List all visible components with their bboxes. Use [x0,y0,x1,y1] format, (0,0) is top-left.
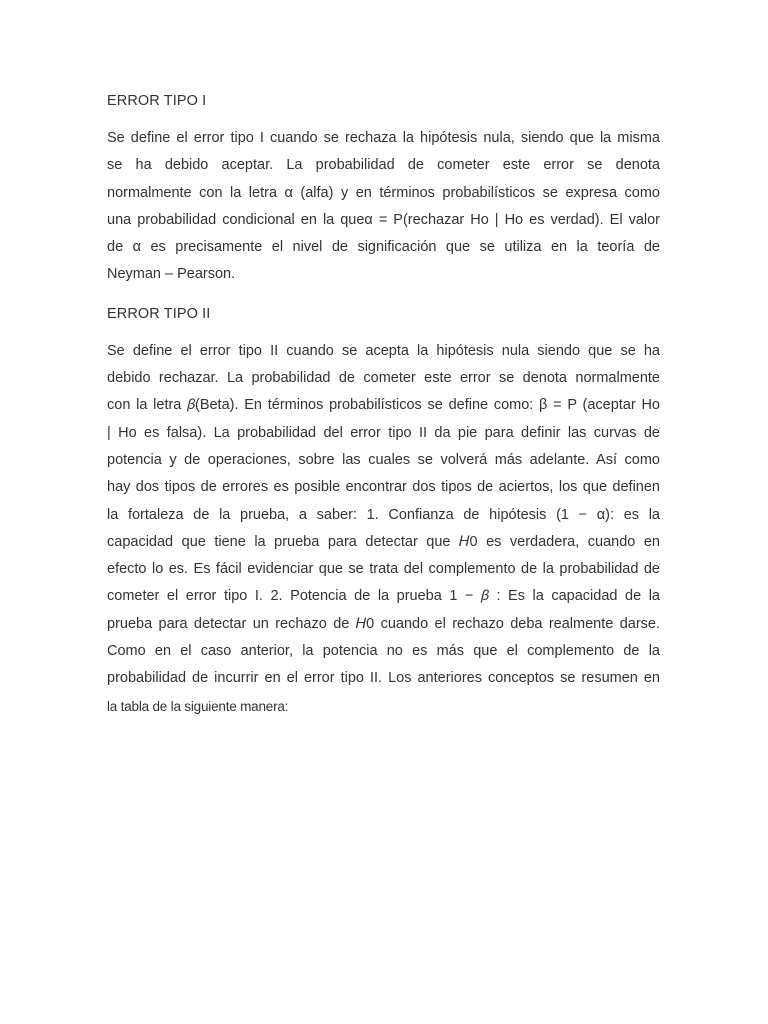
paragraph-line: la tabla de la siguiente manera: [107,698,289,714]
paragraph-line: normalmente con la letra α (alfa) y en términos probabilísticos se expresa como [107,184,660,201]
paragraph-error-tipo-1 [107,125,660,289]
paragraph-error-tipo-2 [107,338,660,720]
paragraph-line: de α es precisamente el nivel de significación que se utiliza en la teoría de [107,239,660,256]
paragraph-line: Se define el error tipo II cuando se acepta la hipótesis nula siendo que se ha [107,342,660,359]
document-page [107,88,660,732]
paragraph-line: prueba para detectar un rechazo de 𝐻0 cuando el rechazo deba realmente darse. [107,615,660,632]
paragraph-line: Como en el caso anterior, la potencia no es más que el complemento de la [107,643,660,660]
paragraph-line: | Ho es falsa). La probabilidad del error tipo II da pie para definir las curvas de [107,424,660,441]
paragraph-line: efecto lo es. Es fácil evidenciar que se trata del complemento de la probabilidad de [107,561,660,578]
paragraph-line: hay dos tipos de errores es posible encontrar dos tipos de aciertos, los que definen [107,479,660,496]
paragraph-line: con la letra 𝛽(Beta). En términos probabilísticos se define como: β = P (aceptar Ho [107,397,660,414]
paragraph-line: probabilidad de incurrir en el error tipo II. Los anteriores conceptos se resumen en [107,670,660,687]
paragraph-line: potencia y de operaciones, sobre las cuales se volverá más adelante. Así como [107,451,660,468]
paragraph-line: Se define el error tipo I cuando se rechaza la hipótesis nula, siendo que la misma [107,130,660,146]
section-heading-error-tipo-1: ERROR TIPO I [107,93,207,109]
paragraph-line: la fortaleza de la prueba, a saber: 1. Confianza de hipótesis (1 − α): es la [107,506,660,523]
paragraph-line: capacidad que tiene la prueba para detectar que 𝐻0 es verdadera, cuando en [107,533,660,550]
paragraph-line: una probabilidad condicional en la queα = P(rechazar Ho | Ho es verdad). El valor [107,211,660,228]
paragraph-line: debido rechazar. La probabilidad de cometer este error se denota normalmente [107,370,660,387]
paragraph-line: cometer el error tipo I. 2. Potencia de la prueba 1 − 𝛽 : Es la capacidad de la [107,588,660,605]
paragraph-line: Neyman – Pearson. [107,266,236,283]
section-heading-error-tipo-2: ERROR TIPO II [107,305,211,322]
paragraph-line: se ha debido aceptar. La probabilidad de cometer este error se denota [107,157,660,174]
